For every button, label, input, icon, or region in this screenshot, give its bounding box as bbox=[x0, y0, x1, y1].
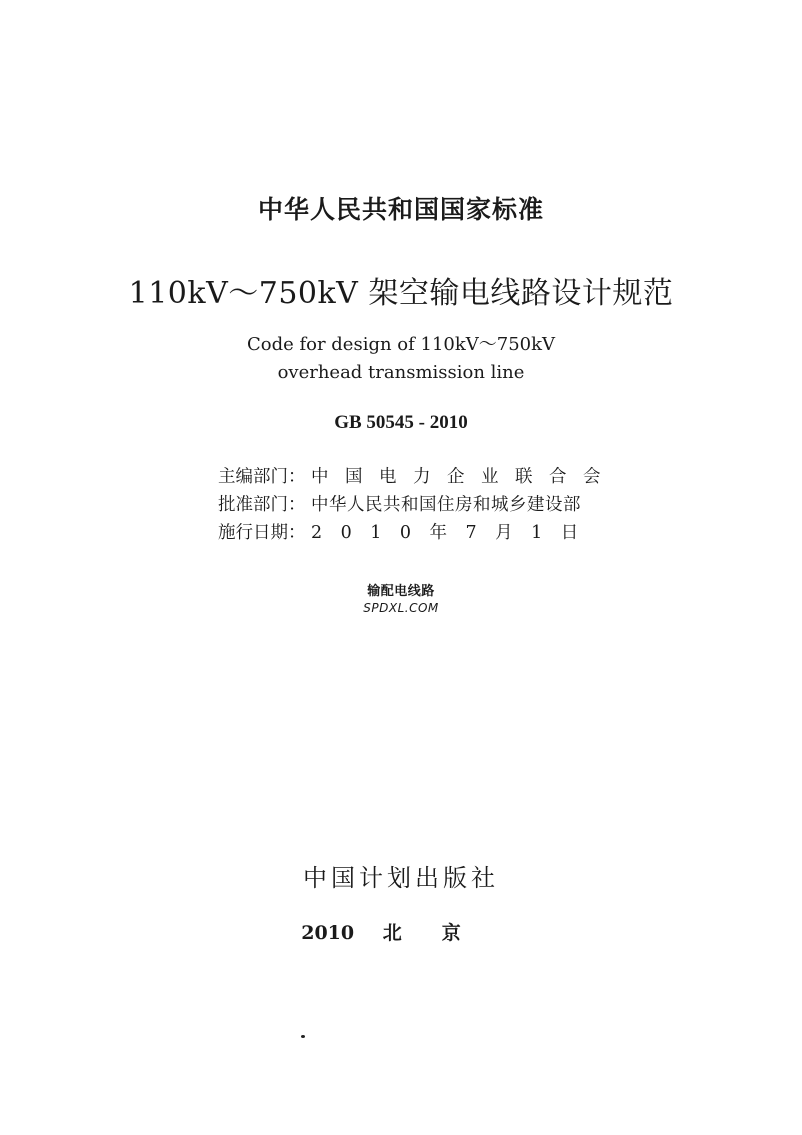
editor-value: 中国电力企业联合会 bbox=[311, 467, 617, 487]
publication-line bbox=[0, 918, 802, 945]
title-english-line1: Code for design of 110kV～750kV bbox=[246, 334, 556, 355]
title-english-line2: overhead transmission line bbox=[277, 362, 525, 383]
effective-date-label: 施行日期： bbox=[218, 523, 306, 543]
editor-label: 主编部门： bbox=[218, 467, 306, 487]
scan-speck bbox=[301, 1035, 305, 1038]
title-chinese: 110kV～750kV 架空输电线路设计规范 bbox=[128, 276, 674, 311]
approver-label: 批准部门： bbox=[218, 495, 306, 515]
effective-date-value: 2010年7月1日 bbox=[311, 523, 597, 543]
effective-date-row bbox=[218, 519, 617, 547]
watermark-url: SPDXL.COM bbox=[363, 601, 439, 615]
info-block bbox=[218, 463, 617, 547]
publication-year: 2010 bbox=[301, 922, 355, 944]
watermark-name: 输配电线路 bbox=[367, 584, 435, 599]
editor-row bbox=[218, 463, 617, 491]
approver-value: 中华人民共和国住房和城乡建设部 bbox=[311, 495, 581, 515]
approver-row bbox=[218, 491, 617, 519]
standard-org-heading: 中华人民共和国国家标准 bbox=[257, 195, 544, 224]
standard-code: GB 50545 - 2010 bbox=[334, 412, 468, 433]
publication-city: 北京 bbox=[382, 922, 501, 944]
publisher-name: 中国计划出版社 bbox=[303, 864, 499, 892]
